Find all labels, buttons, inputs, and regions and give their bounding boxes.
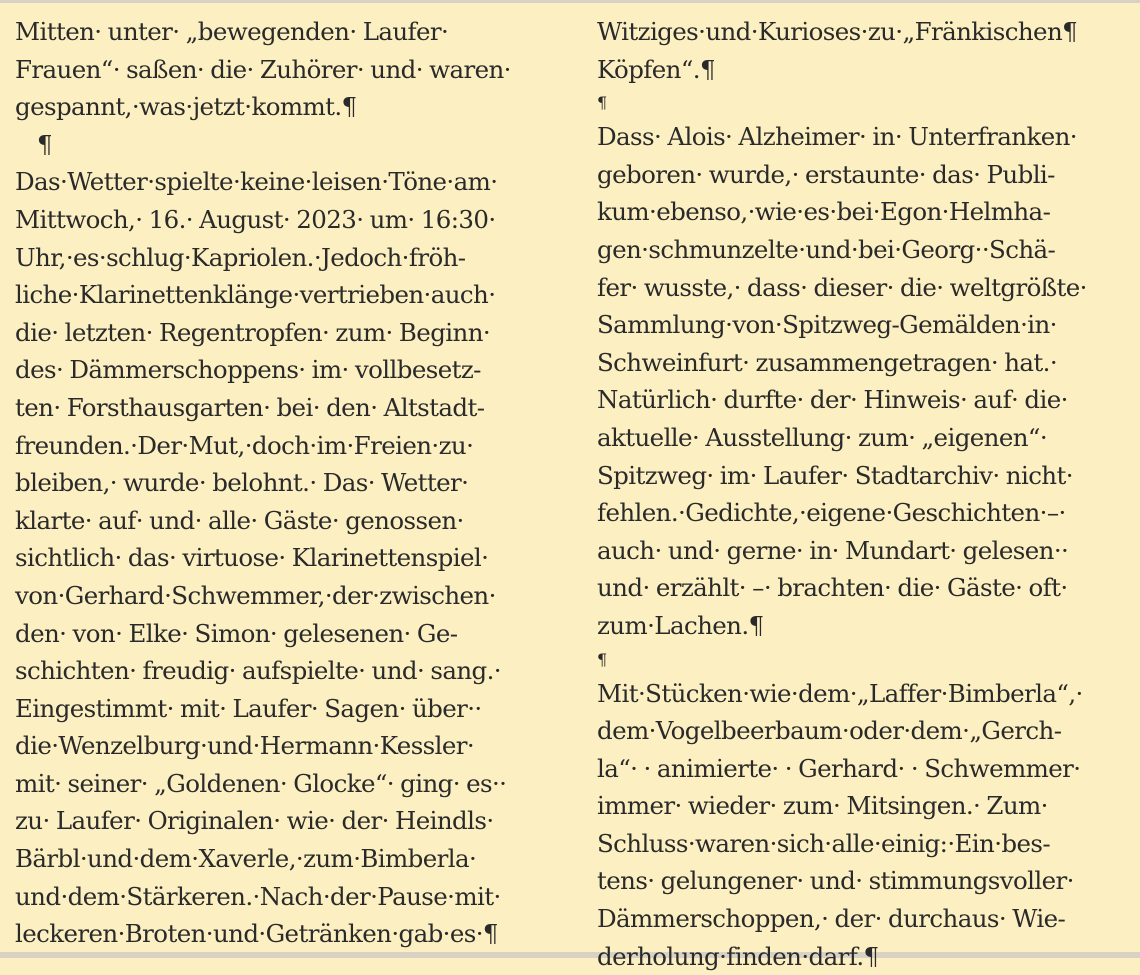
text-line: zum·Lachen.¶ — [597, 610, 764, 640]
text-line: den· von· Elke· Simon· gelesenen· Ge- — [15, 618, 458, 648]
text-line: Eingestimmt· mit· Laufer· Sagen· über·· — [15, 693, 482, 723]
text-line: Bärbl·und·dem·Xaverle,·zum·Bimberla· — [15, 844, 477, 874]
text-line: Uhr,·es·schlug·Kapriolen.·Jedoch·fröh- — [15, 242, 466, 272]
empty-paragraph-mark: ¶ — [597, 93, 607, 113]
text-line: dem·Vogelbeerbaum·oder·dem·„Gerch- — [597, 716, 1062, 746]
right-text-column[interactable] — [597, 13, 1132, 975]
text-line: des· Dämmerschoppens· im· vollbesetz- — [15, 355, 481, 385]
text-line: Mitten· unter· „bewegenden· Laufer· — [15, 17, 449, 46]
left-text-column[interactable] — [15, 13, 545, 953]
empty-paragraph-mark: ¶ — [37, 129, 52, 159]
text-line: Mit·Stücken·wie·dem·„Laffer·Bimberla“,· — [597, 678, 1083, 708]
text-line: mit· seiner· „Goldenen· Glocke“· ging· es·· — [15, 768, 507, 798]
text-line: Witziges·und·Kurioses·zu·„Fränkischen¶ — [597, 17, 1078, 46]
text-line: Dass· Alois· Alzheimer· in· Unterfranken· — [597, 122, 1077, 152]
text-line: sichtlich· das· virtuose· Klarinettenspiel· — [15, 543, 489, 573]
text-line: die·Wenzelburg·und·Hermann·Kessler· — [15, 731, 475, 761]
text-line: die· letzten· Regentropfen· zum· Beginn· — [15, 317, 491, 347]
text-line: und· erzählt· –· brachten· die· Gäste· oft· — [597, 573, 1068, 603]
text-line: Schweinfurt· zusammengetragen· hat.· — [597, 347, 1058, 377]
text-line: von·Gerhard·Schwemmer,·der·zwischen· — [15, 580, 496, 610]
text-line: kum·ebenso,·wie·es·bei·Egon·Helmha- — [597, 197, 1051, 227]
text-line: liche·Klarinettenklänge·vertrieben·auch· — [15, 280, 496, 310]
text-line: schichten· freudig· aufspielte· und· sang.· — [15, 656, 501, 686]
empty-paragraph-mark: ¶ — [597, 649, 607, 669]
text-line: freunden.·Der·Mut,·doch·im·Freien·zu· — [15, 430, 474, 460]
text-line: la“· · animierte· · Gerhard· · Schwemmer· — [597, 753, 1081, 783]
text-line: leckeren·Broten·und·Getränken·gab·es·¶ — [15, 919, 498, 949]
text-line: fehlen.·Gedichte,·eigene·Geschichten·–· — [597, 498, 1066, 528]
text-line: und·dem·Stärkeren.·Nach·der·Pause·mit· — [15, 881, 501, 911]
text-line: Dämmerschoppen,· der· durchaus· Wie- — [597, 904, 1066, 934]
text-line: tens· gelungener· und· stimmungsvoller· — [597, 866, 1074, 896]
text-line: zu· Laufer· Originalen· wie· der· Heindls· — [15, 806, 494, 836]
text-line: fer· wusste,· dass· dieser· die· weltgrößte· — [597, 272, 1087, 302]
text-line: bleiben,· wurde· belohnt.· Das· Wetter· — [15, 468, 469, 498]
text-line: auch· und· gerne· in· Mundart· gelesen·· — [597, 535, 1069, 565]
text-line: gespannt,·was·jetzt·kommt.¶ — [15, 92, 357, 122]
text-line: aktuelle· Ausstellung· zum· „eigenen“· — [597, 422, 1048, 452]
text-line: Sammlung·von·Spitzweg-Gemälden·in· — [597, 310, 1057, 340]
text-line: derholung·finden·darf.¶ — [597, 941, 879, 971]
text-line: klarte· auf· und· alle· Gäste· genossen· — [15, 505, 464, 535]
text-line: ten· Forsthausgarten· bei· den· Altstadt- — [15, 392, 485, 422]
text-line: Natürlich· durfte· der· Hinweis· auf· die· — [597, 385, 1068, 415]
text-line: Spitzweg· im· Laufer· Stadtarchiv· nicht· — [597, 460, 1073, 490]
text-line: Schluss·waren·sich·alle·einig:·Ein·bes- — [597, 828, 1051, 858]
text-line: Frauen“· saßen· die· Zuhörer· und· waren· — [15, 54, 511, 84]
text-line: geboren· wurde,· erstaunte· das· Publi- — [597, 159, 1055, 189]
text-line: Mittwoch,· 16.· August· 2023· um· 16:30· — [15, 204, 496, 234]
text-line: Das·Wetter·spielte·keine·leisen·Töne·am· — [15, 167, 498, 197]
text-line: gen·schmunzelte·und·bei·Georg··Schä- — [597, 234, 1056, 264]
text-line: Köpfen“.¶ — [597, 54, 715, 84]
text-line: immer· wieder· zum· Mitsingen.· Zum· — [597, 791, 1048, 821]
